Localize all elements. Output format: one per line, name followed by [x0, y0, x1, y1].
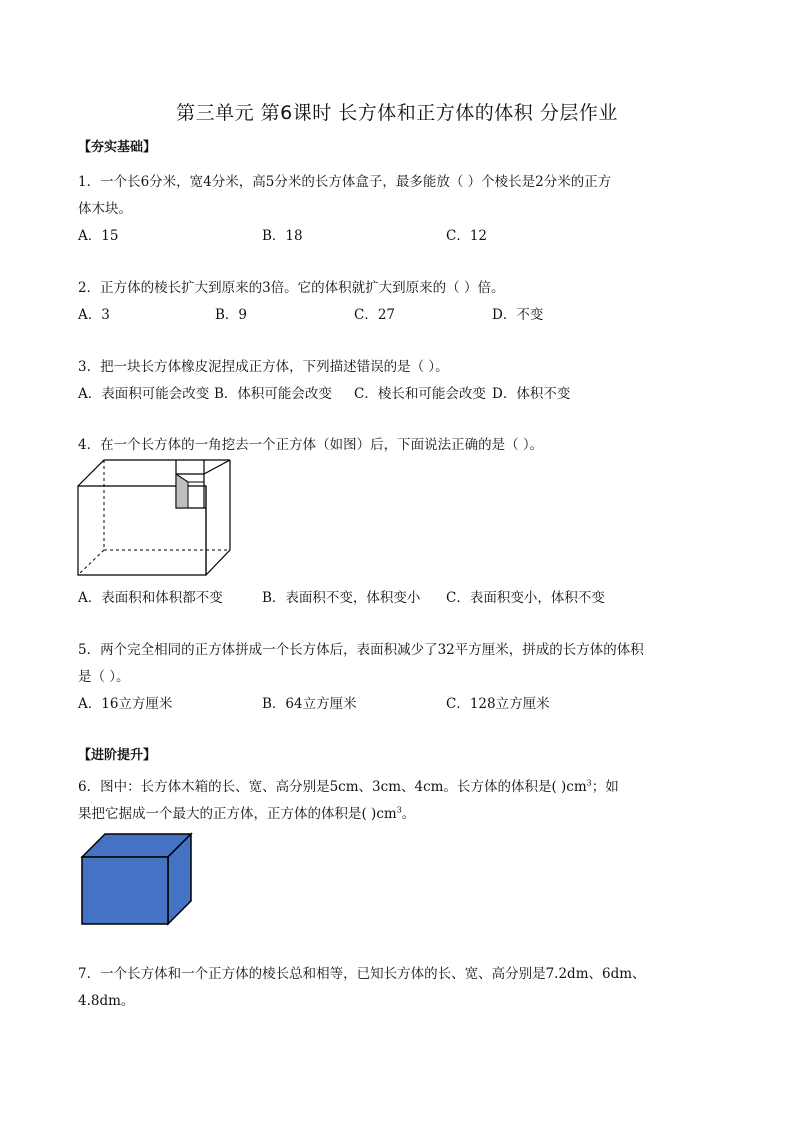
page-title: 第三单元 第6课时 长方体和正方体的体积 分层作业	[176, 102, 618, 124]
cuboid-front-face	[82, 857, 168, 924]
question-3-option-b: B．体积可能会改变	[214, 386, 332, 402]
question-4-text: 4．在一个长方体的一角挖去一个正方体（如图）后，下面说法正确的是（ ）。	[78, 437, 544, 453]
question-7-text: 7．一个长方体和一个正方体的棱长总和相等，已知长方体的长、宽、高分别是7.2dm、6dm、	[78, 966, 646, 982]
question-5-option-c: C．128立方厘米	[446, 696, 550, 712]
question-5-option-b: B．64立方厘米	[262, 696, 357, 712]
question-2-option-d: D．不变	[492, 307, 544, 323]
question-4-option-c: C．表面积变小，体积不变	[446, 590, 605, 606]
question-2-option-a: A．3	[78, 307, 110, 323]
blue-cuboid-figure	[80, 832, 194, 926]
question-6-text: 6．图中：长方体木箱的长、宽、高分别是5cm、3cm、4cm。长方体的体积是( )$cm^3$；如	[78, 778, 619, 795]
section-advanced-heading: 【进阶提升】	[78, 748, 157, 763]
cuboid-with-notch-figure	[76, 458, 236, 578]
question-3-text: 3．把一块长方体橡皮泥捏成正方体，下列描述错误的是（ ）。	[78, 359, 449, 375]
question-1-text-cont: 体木块。	[78, 201, 132, 217]
question-4-option-b: B．表面积不变，体积变小	[262, 590, 421, 606]
question-1-option-a: A．15	[78, 228, 119, 244]
question-1-option-c: C．12	[446, 228, 488, 244]
question-3-option-a: A．表面积可能会改变	[78, 386, 210, 402]
question-2-option-b: B．9	[215, 307, 248, 323]
notch-shaded-face	[176, 474, 188, 508]
question-7-text-cont: 4.8dm。	[78, 993, 135, 1009]
question-3-option-c: C．棱长和可能会改变	[354, 386, 486, 402]
question-2-text: 2．正方体的棱长扩大到原来的3倍。它的体积就扩大到原来的（ ）倍。	[78, 280, 505, 296]
question-5-text-cont: 是（ ）。	[78, 669, 130, 685]
question-1-text: 1．一个长6分米，宽4分米，高5分米的长方体盒子，最多能放（ ）个棱长是2分米的正方	[78, 174, 612, 190]
section-basic-heading: 【夯实基础】	[78, 140, 157, 155]
question-4-option-a: A．表面积和体积都不变	[78, 590, 223, 606]
question-6-text-cont: 果把它据成一个最大的正方体，正方体的体积是( )$cm^3$。	[78, 805, 416, 822]
question-1-option-b: B．18	[262, 228, 303, 244]
question-3-option-d: D．体积不变	[492, 386, 571, 402]
question-5-text: 5．两个完全相同的正方体拼成一个长方体后，表面积减少了32平方厘米，拼成的长方体的体积	[78, 642, 644, 658]
question-2-option-c: C．27	[354, 307, 396, 323]
question-5-option-a: A．16立方厘米	[78, 696, 173, 712]
